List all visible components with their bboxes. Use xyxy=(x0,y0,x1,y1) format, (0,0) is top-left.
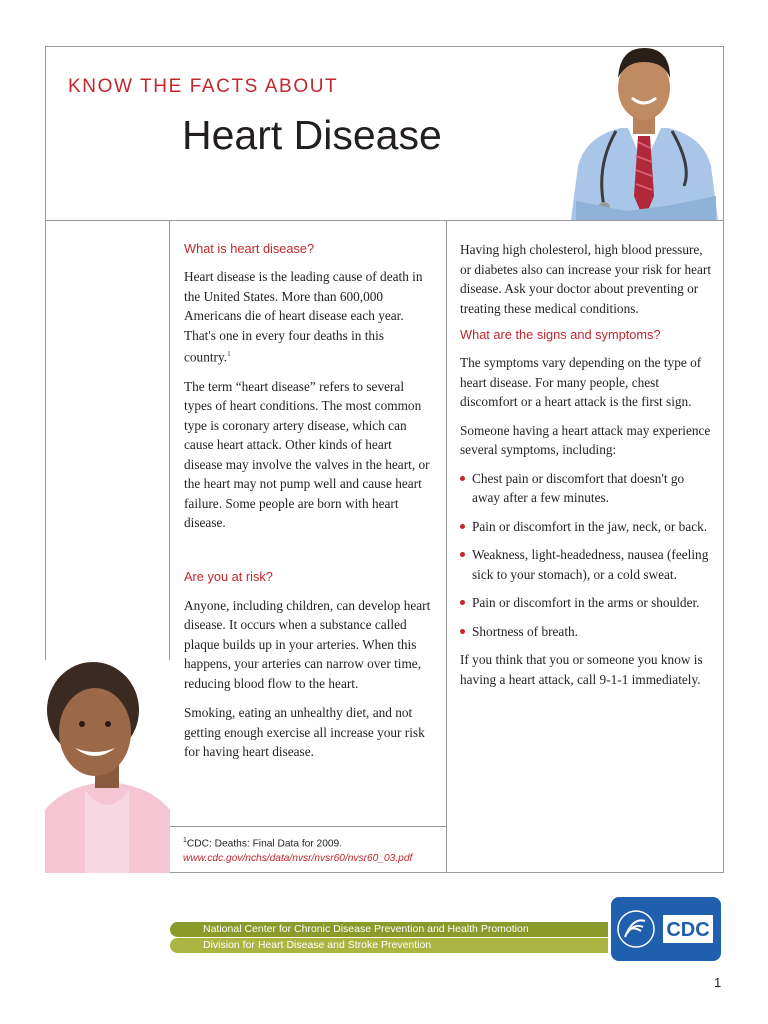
footnote xyxy=(183,833,443,866)
paragraph: Smoking, eating an unhealthy diet, and not getting enough exercise all increase your risk for having heart disease. xyxy=(184,705,425,760)
paragraph: The symptoms vary depending on the type of heart disease. For many people, chest discomfort or a heart attack is the first sign. xyxy=(460,355,702,409)
woman-photo xyxy=(45,660,170,873)
bullet-icon xyxy=(460,600,465,605)
footnote-link[interactable]: www.cdc.gov/nchs/data/nvsr/nvsr60/nvsr60_03.pdf xyxy=(183,853,413,865)
list-item: Shortness of breath. xyxy=(460,622,712,642)
list-item: Weakness, light-headedness, nausea (feeling sick to your stomach), or a cold sweat. xyxy=(460,545,712,584)
footnote-text: CDC: Deaths: Final Data for 2009. xyxy=(186,838,343,850)
footer-division-name: Division for Heart Disease and Stroke Prevention xyxy=(203,939,432,951)
list-item: Chest pain or discomfort that doesn't go away after a few minutes. xyxy=(460,469,712,508)
left-column xyxy=(184,240,432,762)
heading-what-is-heart-disease: What is heart disease? xyxy=(184,241,315,256)
footnote-ref: 1 xyxy=(227,350,231,358)
cdc-logo xyxy=(611,897,721,961)
paragraph: If you think that you or someone you know is having a heart attack, call 9-1-1 immediately. xyxy=(460,652,703,687)
page-title: Heart Disease xyxy=(182,112,442,158)
bullet-icon xyxy=(460,552,465,557)
footnote-divider xyxy=(169,826,446,827)
paragraph: The term “heart disease” refers to several types of heart conditions. The most common type is coronary artery disease, which can cause heart attack. Other kinds of heart disease may involve the valves in the heart, or the heart may not pump well and cause heart failure. Some people are born with heart disease. xyxy=(184,378,430,531)
paragraph: Heart disease is the leading cause of death in the United States. More than 600,000 Americans die of heart disease each year. That's one in every four deaths in this country.$^1$ xyxy=(184,269,423,365)
cdc-logo-text: CDC xyxy=(666,919,710,941)
doctor-photo xyxy=(566,36,723,220)
heading-signs-and-symptoms: What are the signs and symptoms? xyxy=(460,327,661,342)
header-eyebrow: KNOW THE FACTS ABOUT xyxy=(68,76,339,97)
heading-are-you-at-risk: Are you at risk? xyxy=(184,568,273,584)
footnote-number: 1 xyxy=(183,837,187,844)
footer-center-name: National Center for Chronic Disease Prevention and Health Promotion xyxy=(203,923,529,935)
bullet-icon xyxy=(460,524,465,529)
paragraph: Someone having a heart attack may experience several symptoms, including: xyxy=(460,422,711,457)
paragraph: Having high cholesterol, high blood pressure, or diabetes also can increase your risk for heart disease. Ask your doctor about preventing or treating these medical conditions. xyxy=(460,242,712,316)
right-column xyxy=(460,240,712,689)
bullet-icon xyxy=(460,629,465,634)
header-divider xyxy=(45,220,724,221)
list-item: Pain or discomfort in the jaw, neck, or back. xyxy=(460,517,712,537)
page-number: 1 xyxy=(714,975,722,990)
bullet-icon xyxy=(460,476,465,481)
symptom-list xyxy=(460,469,712,642)
paragraph: Anyone, including children, can develop heart disease. It occurs when a substance called plaque builds up in your arteries. When this happens, your arteries can narrow over time, reducing blood flow to the heart. xyxy=(184,597,431,691)
list-item: Pain or discomfort in the arms or shoulder. xyxy=(460,593,712,613)
column-divider-right xyxy=(446,221,447,873)
